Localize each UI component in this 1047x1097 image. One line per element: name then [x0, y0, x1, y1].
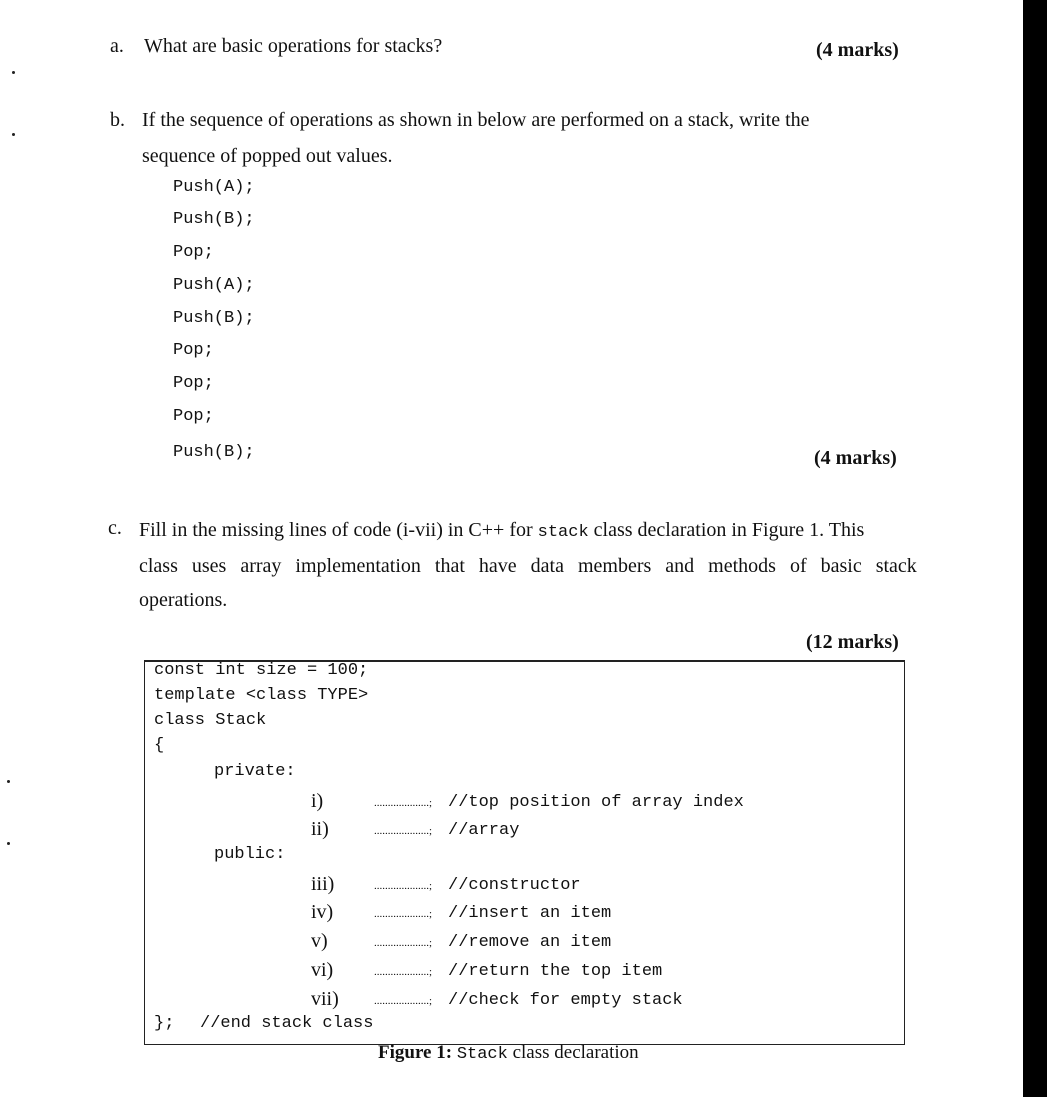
scan-speck — [12, 133, 15, 136]
code-close-comment: //end stack class — [200, 1014, 374, 1033]
blank-line-iv: ....................; — [374, 908, 433, 920]
comment-iv: //insert an item — [448, 904, 612, 923]
question-c-line1 — [139, 518, 864, 545]
blank-line-vi: ....................; — [374, 966, 433, 978]
comment-ii: //array — [448, 821, 520, 840]
blank-roman-ii: ii) — [311, 818, 329, 840]
question-c-code-stack: stack — [537, 523, 589, 542]
caption-bold: Figure 1: — [378, 1042, 453, 1063]
blank-roman-vii: vii) — [311, 988, 339, 1010]
question-c-line2: class uses array implementation that have data members and methods of basic stack — [139, 555, 917, 577]
caption-rest: class declaration — [507, 1042, 639, 1063]
comment-i: //top position of array index — [448, 793, 744, 812]
blank-roman-i: i) — [311, 790, 324, 812]
blank-line-i: ....................; — [374, 797, 433, 809]
blank-line-ii: ....................; — [374, 825, 433, 837]
blank-roman-iii: iii) — [311, 873, 335, 895]
scan-edge-bar — [1023, 0, 1047, 1097]
comment-vii: //check for empty stack — [448, 991, 683, 1010]
question-a-text: What are basic operations for stacks? — [144, 35, 443, 57]
stack-op: Push(A); — [173, 276, 255, 295]
question-c-line3: operations. — [139, 589, 228, 611]
code-template: template <class TYPE> — [154, 686, 369, 705]
blank-roman-iv: iv) — [311, 901, 334, 923]
scan-speck — [7, 780, 10, 783]
question-a-marks: (4 marks) — [816, 39, 899, 61]
figure-1-caption — [378, 1042, 639, 1064]
stack-op: Pop; — [173, 407, 214, 426]
blank-line-vii: ....................; — [374, 995, 433, 1007]
stack-op: Pop; — [173, 374, 214, 393]
code-open-brace: { — [154, 736, 165, 755]
question-c-line1-pre: Fill in the missing lines of code (i-vii) in C++ for — [139, 519, 538, 541]
code-class-stack: class Stack — [154, 711, 267, 730]
stack-op: Pop; — [173, 341, 214, 360]
stack-op: Push(B); — [173, 443, 255, 462]
question-b-line2: sequence of popped out values. — [142, 145, 393, 167]
stack-op: Pop; — [173, 243, 214, 262]
scan-speck — [7, 842, 10, 845]
question-c-marks: (12 marks) — [806, 631, 899, 653]
question-c-label: c. — [108, 517, 122, 539]
code-const-size: const int size = 100; — [154, 661, 369, 680]
blank-line-v: ....................; — [374, 937, 433, 949]
stack-op: Push(B); — [173, 210, 255, 229]
caption-code: Stack — [456, 1045, 508, 1064]
scan-speck — [12, 71, 15, 74]
question-b-line1: If the sequence of operations as shown in below are performed on a stack, write the — [142, 109, 810, 131]
comment-v: //remove an item — [448, 933, 612, 952]
code-private-label: private: — [214, 762, 296, 781]
code-public-label: public: — [214, 845, 286, 864]
question-a-label: a. — [110, 35, 124, 57]
comment-iii: //constructor — [448, 876, 581, 895]
blank-line-iii: ....................; — [374, 880, 433, 892]
question-b-label: b. — [110, 109, 125, 131]
stack-op: Push(A); — [173, 178, 255, 197]
question-b-marks: (4 marks) — [814, 447, 897, 469]
stack-op: Push(B); — [173, 309, 255, 328]
blank-roman-vi: vi) — [311, 959, 334, 981]
code-close-brace: }; — [154, 1014, 175, 1033]
comment-vi: //return the top item — [448, 962, 663, 981]
question-c-line1-post: class declaration in Figure 1. This — [588, 519, 865, 541]
blank-roman-v: v) — [311, 930, 328, 952]
